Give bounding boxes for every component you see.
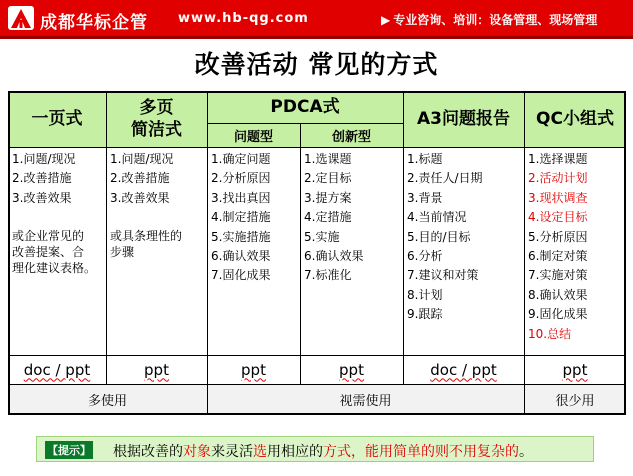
column-qc: [524, 147, 626, 355]
one-page-note-line: 改善提案、合: [12, 245, 85, 260]
a3-step: 4.当前情况: [407, 210, 467, 225]
qc-step: 3.现状调查: [528, 190, 588, 205]
pdca-innovation-step: 2.定目标: [304, 171, 352, 186]
divider-col2: [207, 91, 208, 415]
header-multi-page-line2: 简洁式: [131, 120, 182, 140]
pdca-problem-steps: [207, 150, 300, 286]
format-pdca-innovation-text: ppt: [339, 360, 364, 379]
tip-text-part: 对象: [183, 444, 211, 460]
a3-step: 5.目的/目标: [407, 229, 471, 244]
usage-as-needed: 视需使用: [207, 384, 524, 415]
tip-text-part: 用相应的: [267, 444, 323, 460]
company-logo-icon: [8, 6, 34, 30]
format-one-page: [8, 355, 106, 384]
a3-step: 7.建议和对策: [407, 268, 479, 283]
service-text: 专业咨询、培训：设备管理、现场管理: [393, 13, 598, 27]
tip-text-part: 选: [253, 444, 267, 460]
a3-step: 2.责任人/日期: [407, 171, 483, 186]
pdca-problem-step: 3.找出真因: [211, 190, 271, 205]
pdca-problem-step: 5.实施措施: [211, 229, 271, 244]
table-border-top: [8, 91, 626, 93]
tip-text-part: 来灵活: [211, 444, 253, 460]
table-border-right: [624, 91, 626, 415]
format-row-top-line: [8, 355, 626, 356]
format-multi-page-text: ppt: [144, 360, 169, 379]
pdca-innovation-step: 5.实施: [304, 229, 340, 244]
tip-bar: [36, 436, 594, 462]
column-a3: [403, 147, 524, 355]
a3-step: 6.分析: [407, 249, 443, 264]
qc-step: 4.设定目标: [528, 210, 588, 225]
qc-step: 10.总结: [528, 326, 572, 341]
qc-step: 8.确认效果: [528, 287, 588, 302]
comparison-table: [8, 91, 626, 415]
brand-name: 成都华标企管: [40, 13, 148, 33]
pdca-problem-step: 2.分析原因: [211, 171, 271, 186]
usage-frequent: 多使用: [8, 384, 207, 415]
divider-pdca: [300, 123, 301, 384]
column-pdca-innovation: [300, 147, 403, 355]
tip-text: [113, 441, 533, 461]
usage-rare: 很少用: [524, 384, 626, 415]
a3-step: 3.背景: [407, 190, 443, 205]
pdca-problem-step: 1.确定问题: [211, 152, 271, 166]
format-qc: [524, 355, 626, 384]
qc-step: 2.活动计划: [528, 171, 588, 186]
pdca-innovation-step: 1.选课题: [304, 152, 352, 166]
website-link[interactable]: www.hb-qg.com: [178, 11, 309, 26]
one-page-steps: [8, 150, 106, 208]
a3-steps: [403, 150, 524, 325]
pdca-innovation-step: 7.标准化: [304, 268, 352, 283]
column-pdca-problem: [207, 147, 300, 355]
format-pdca-innovation: [300, 355, 403, 384]
header-qc: QC小组式: [524, 91, 626, 147]
tip-label: 【提示】: [45, 441, 93, 459]
format-pdca-problem-text: ppt: [241, 360, 266, 379]
one-page-step: 1.问题/现况: [12, 152, 76, 166]
format-a3: [403, 355, 524, 384]
divider-col4: [403, 91, 404, 384]
one-page-note-line: 理化建议表格。: [12, 261, 97, 276]
tip-text-part: 根据改善的: [113, 444, 183, 460]
format-qc-text: ppt: [562, 360, 588, 379]
header-pdca-innovation: 创新型: [300, 123, 403, 147]
multi-page-steps: [106, 150, 207, 208]
table-border-left: [8, 91, 10, 415]
a3-step: 8.计划: [407, 287, 443, 302]
qc-steps: [524, 150, 626, 344]
header-stripe: [0, 36, 633, 39]
qc-step: 7.实施对策: [528, 268, 588, 283]
pdca-innovation-step: 4.定措施: [304, 210, 352, 225]
multi-page-step: 2.改善措施: [110, 171, 170, 186]
divider-col1: [106, 91, 107, 384]
header-pdca: PDCA式: [207, 91, 403, 123]
a3-step: 1.标题: [407, 152, 443, 166]
column-one-page: [8, 147, 106, 355]
divider-col5: [524, 91, 525, 415]
header-a3: A3问题报告: [403, 91, 524, 147]
pdca-innovation-step: 3.提方案: [304, 190, 352, 205]
pdca-innovation-steps: [300, 150, 403, 286]
qc-step: 6.制定对策: [528, 249, 588, 264]
qc-step: 5.分析原因: [528, 229, 588, 244]
multi-page-note: [106, 228, 207, 260]
tip-text-part: 。: [519, 444, 533, 460]
header-bar: [0, 0, 633, 36]
multi-page-note-line: 步骤: [110, 245, 135, 260]
multi-page-note-line: 或具条理性的: [110, 229, 183, 244]
format-multi-page: [106, 355, 207, 384]
header-one-page: 一页式: [8, 91, 106, 147]
usage-row-top-line: [8, 384, 626, 385]
header-multi-page-line1: 多页: [139, 98, 174, 118]
one-page-note: [8, 228, 106, 276]
header-multi-page: [106, 91, 207, 147]
one-page-step: 2.改善措施: [12, 171, 72, 186]
tip-text-part: 方式，能用简单的则不用复杂的: [323, 444, 519, 460]
format-pdca-problem: [207, 355, 300, 384]
pdca-problem-step: 6.确认效果: [211, 249, 271, 264]
table-border-bottom: [8, 413, 626, 415]
pdca-innovation-step: 6.确认效果: [304, 249, 364, 264]
header-pdca-problem: 问题型: [207, 123, 300, 147]
arrow-right-icon: ▶: [381, 13, 391, 27]
pdca-problem-step: 4.制定措施: [211, 210, 271, 225]
one-page-note-line: 或企业常见的: [12, 229, 85, 244]
multi-page-step: 3.改善效果: [110, 190, 170, 205]
header-bottom-line: [8, 147, 626, 148]
page-title: 改善活动 常见的方式: [194, 50, 439, 79]
format-a3-text: doc / ppt: [430, 360, 497, 379]
qc-step: 9.固化成果: [528, 307, 588, 322]
multi-page-step: 1.问题/现况: [110, 152, 174, 166]
pdca-problem-step: 7.固化成果: [211, 268, 271, 283]
format-one-page-text: doc / ppt: [23, 360, 91, 379]
qc-step: 1.选择课题: [528, 152, 588, 166]
column-multi-page: [106, 147, 207, 355]
service-description: [381, 11, 597, 28]
pdca-header-divider: [207, 123, 403, 124]
one-page-step: 3.改善效果: [12, 190, 72, 205]
a3-step: 9.跟踪: [407, 307, 443, 322]
